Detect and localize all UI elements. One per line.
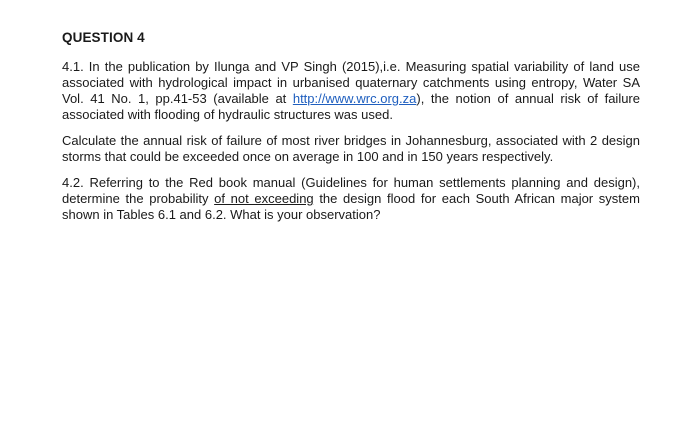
wrc-link[interactable]: http://www.wrc.org.za	[292, 91, 417, 106]
question-document	[62, 30, 640, 233]
question-4-2-paragraph	[62, 175, 640, 223]
question-4-2-text-end: the design flood for each South African major system shown in Tables 6.1 and 6.2. What is your observation?	[62, 191, 640, 222]
question-4-1-text-end: ), the notion of annual risk of failure associated with flooding of hydraulic structures was used.	[62, 91, 640, 122]
question-4-1-text-start: 4.1. In the publication by Ilunga and VP Singh (2015),i.e. Measuring spatial variability of land use associated with hydrological impact in urbanised quaternary catchments using entropy, Water SA Vol. 41 No. 1, pp.41-53 (available at	[62, 59, 640, 106]
underlined-phrase: of not exceeding	[214, 191, 314, 206]
question-4-1-calculation-paragraph: Calculate the annual risk of failure of most river bridges in Johannesburg, associated with 2 design storms that could be exceeded once on average in 100 and in 150 years respectively.	[62, 133, 640, 164]
question-4-1-paragraph	[62, 59, 640, 123]
question-heading: QUESTION 4	[62, 30, 145, 45]
question-4-2-text-start: 4.2. Referring to the Red book manual (Guidelines for human settlements planning and design), determine the probability	[62, 175, 640, 206]
